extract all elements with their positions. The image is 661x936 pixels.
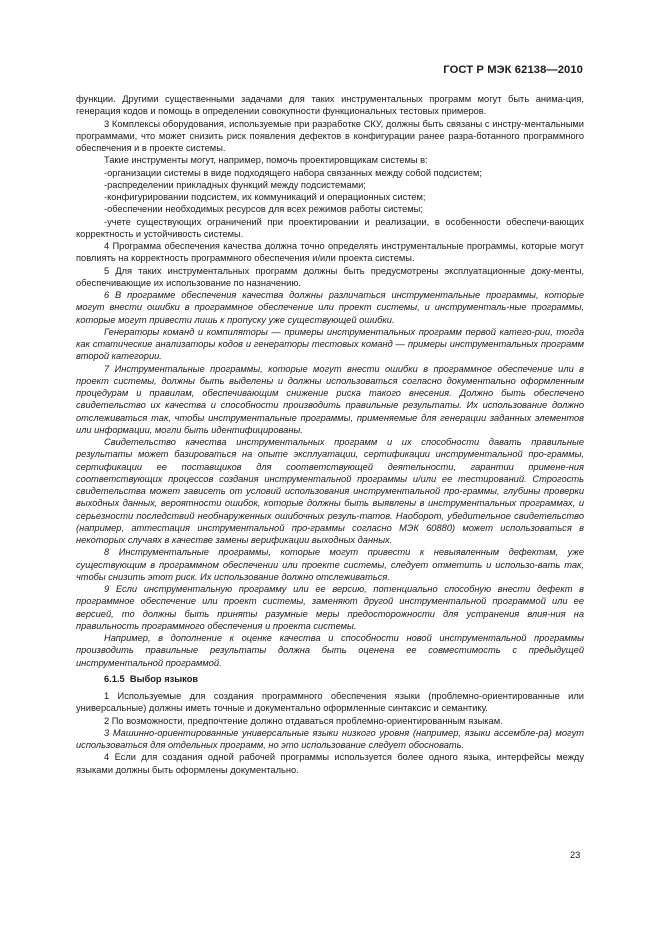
paragraph-note-7-evidence: Свидетельство качества инструментальных программ и их способности давать правильные результаты может базироваться на опыте эксплуатации, сертификации инструментальной про-граммы, сертификации ее поставщиков для соответствующей деятельности, гарантии примене-ния соответствующих процессов создания инструментальной программы и/или ее тестирований. Строгость свидетельства может зависеть от условий использования инструментальной про-граммы, глубины проверки выходных данных, вероятности ошибок, которые должны быть выявлены в инструментальных программах, и серьезности последствий необнаруженных ошибочных резуль-татов. Наоборот, убедительное свидетельство (например, аттестация инструментальной про-граммы согласно МЭК 60880) может использоваться в некоторых случаях в качестве замены верификации выходных данных. [76,437,584,545]
paragraph-continuation: функции. Другими существенными задачами для таких инструментальных программ могут быть анима-ция, генерация кодов и помощь в определении совокупности функциональных тестовых примеров. [76,94,584,117]
paragraph-note-4: 4 Программа обеспечения качества должна точно определять инструментальные программы, которые могут повлиять на корректность программного обеспечения и/или проекта системы. [76,241,584,264]
paragraph-note-9: 9 Если инструментальную программу или ее версию, потенциально способную внести дефект в программное обеспечение или проект системы, заменяют другой инструментальной программой или ее версией, то должны быть приняты разумные меры предосторожности для устранения влия-ния на правильность программного обеспечения и проекта системы. [76,584,584,631]
list-item: -учете существующих ограничений при проектировании и реализации, в особенности обеспечи-вающих корректность и устойчивость системы. [76,216,584,239]
paragraph-note-6: 6 В программе обеспечения качества должны различаться инструментальные программы, которые могут внести ошибки в программное обеспечение или проект системы, и инструменталь-ные программы, которые могут привести лишь к пропуску уже существующей ошибки. [76,290,584,325]
paragraph-lang-2: 2 По возможности, предпочтение должно отдаваться проблемно-ориентированным языкам. [104,715,503,726]
paragraph-note-9-example: Например, в дополнение к оценке качества и способности новой инструментальной программы производить правильные результаты должна быть оценена ее совместимость с предыдущей инструментальной программой. [76,633,584,668]
section-number: 6.1.5 [104,673,125,684]
list-item: -организации системы в виде подходящего набора связанных между собой подсистем; [104,167,482,178]
document-body [76,93,584,776]
paragraph-lang-3: 3 Машинно-ориентированные универсальные языки низкого уровня (например, языки ассембле-ра) могут использоваться для отдельных программ, но это использование следует обосновать. [76,727,584,750]
list-item: -обеспечении необходимых ресурсов для всех режимов работы системы; [104,204,423,215]
document-header-id: ГОСТ Р МЭК 62138—2010 [443,64,583,76]
section-heading [76,673,584,685]
paragraph-lang-4: 4 Если для создания одной рабочей программы используется более одного языка, интерфейсы между языками должны быть оформлены документально. [76,752,584,775]
paragraph-tools-intro: Такие инструменты могут, например, помочь проектировщикам системы в: [104,155,428,166]
paragraph-note-5: 5 Для таких инструментальных программ должны быть предусмотрены эксплуатационные доку-менты, обеспечивающие их использование по назначению. [76,265,584,288]
page-number: 23 [570,850,581,860]
paragraph-note-3: 3 Комплексы оборудования, используемые при разработке СКУ, должны быть связаны с инстру-ментальными программами, что может снизить риск появления дефектов в конфигурации ранее разра-ботанного программного обеспечения и в проекте системы. [76,118,584,153]
paragraph-lang-1: 1 Используемые для создания программного обеспечения языки (проблемно-ориентированные или универсальные) должны иметь точные и документально оформленные синтаксис и семантику. [76,691,584,714]
list-item: -распределении прикладных функций между подсистемами; [104,179,366,190]
paragraph-note-8: 8 Инструментальные программы, которые могут привести к невыявленным дефектам, уже существующим в программном обеспечении или проекте системы, следует отметить и использо-вать так, чтобы снизить этот риск. Их использование должно отслеживаться. [76,547,584,582]
section-title: Выбор языков [129,673,199,684]
list-item: -конфигурировании подсистем, их коммуникаций и операционных систем; [104,192,426,202]
paragraph-note-6-example: Генераторы команд и компиляторы — примеры инструментальных программ первой катего-рии, тогда как статические анализаторы кодов и генераторы тестовых команд — примеры инструментальных программ второй категории. [76,326,584,362]
paragraph-note-7: 7 Инструментальные программы, которые могут внести ошибки в программное обеспечение или в проект системы, должны быть выделены и должны использоваться согласно документально оформленным процедурам и правилам, обеспечивающим снижение риска такого внесения. Должно быть обеспечено свидетельство их качества и способности производить правильные результаты. Их использование должно отслеживаться так, чтобы инструментальные программы, применяемые для генерации заданных элементов или информации, могли быть идентифицированы. [76,363,584,435]
